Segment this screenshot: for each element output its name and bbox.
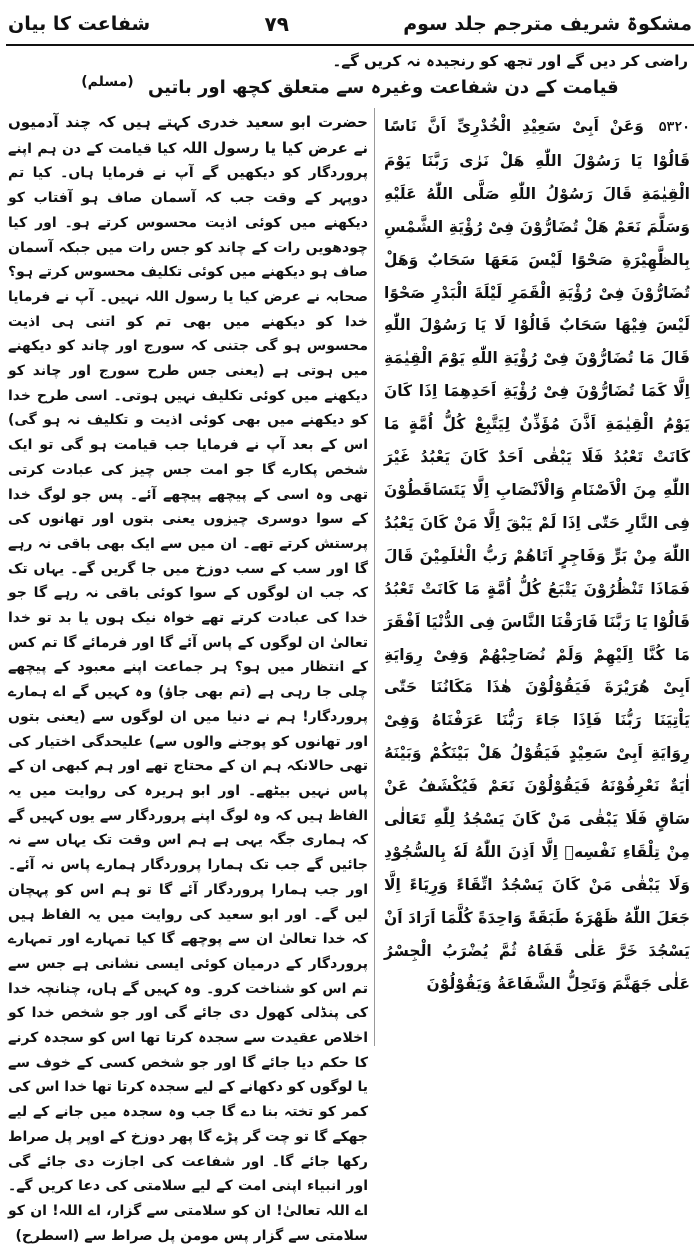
section-title-text: قیامت کے دن شفاعت وغیرہ سے متعلق کچھ اور باتیں <box>147 77 619 98</box>
section-source: (مسلم) <box>81 74 134 90</box>
chapter-title: شفاعت کا بیان <box>8 13 151 35</box>
page-number: ۷۹ <box>264 12 289 36</box>
column-divider <box>374 108 375 1046</box>
section-heading <box>0 74 700 104</box>
urdu-translation-column <box>8 110 368 1244</box>
arabic-hadith-text: وَعَنْ اَبِىْ سَعِيْدِ الْخُدْرِىِّ اَنَّ نَاسًا قَالُوْا يَا رَسُوْلَ اللّٰهِ هَلْ نَرٰى رَبَّنَا يَوْمَ الْقِيٰمَةِ قَالَ رَسُوْلُ اللّٰهِ صَلَّى اللّٰهُ عَلَيْهِ وَسَلَّمَ نَعَمْ هَلْ تُضَارُّوْنَ فِىْ رُؤْيَةِ الشَّمْسِ بِالظَّهِيْرَةِ صَحْوًا لَيْسَ مَعَهَا سَحَابٌ وَهَلْ تُضَارُّوْنَ فِىْ رُؤْيَةِ الْقَمَرِ لَيْلَةَ الْبَدْرِ صَحْوًا لَيْسَ فِيْهَا سَحَابٌ قَالُوْا لَا يَا رَسُوْلَ اللّٰهِ قَالَ مَا تُضَارُّوْنَ فِىْ رُؤْيَةِ اللّٰهِ يَوْمَ الْقِيٰمَةِ اِلَّا كَمَا تُضَارُّوْنَ فِىْ رُؤْيَةِ اَحَدِهِمَا اِذَا كَانَ يَوْمُ الْقِيٰمَةِ اَذَّنَ مُؤَذِّنٌ لِيَتَّبِعْ كُلُّ اُمَّةٍ مَا كَانَتْ تَعْبُدُ فَلَا يَبْقٰى اَحَدٌ كَانَ يَعْبُدُ غَيْرَ اللّٰهِ مِنَ الْاَصْنَامِ وَالْاَنْصَابِ اِلَّا يَتَسَاقَطُوْنَ فِى النَّارِ حَتّٰى اِذَا لَمْ يَبْقَ اِلَّا مَنْ كَانَ يَعْبُدُ اللّٰهَ مِنْ بَرٍّ وَفَاجِرٍ اَتَاهُمْ رَبُّ الْعٰلَمِيْنَ قَالَ فَمَاذَا تَنْظُرُوْنَ يَتْبَعُ كُلُّ اُمَّةٍ مَا كَانَتْ تَعْبُدُ قَالُوْا يَا رَبَّنَا فَارَقْنَا النَّاسَ فِى الدُّنْيَا اَفْقَرَ مَا كُنَّا اِلَيْهِمْ وَلَمْ نُصَاحِبْهُمْ وَفِىْ رِوَايَةِ اَبِىْ هُرَيْرَةَ فَيَقُوْلُوْنَ هٰذَا مَكَانُنَا حَتّٰى يَاْتِيَنَا رَبُّنَا فَاِذَا جَاءَ رَبُّنَا عَرَفْنَاهُ وَفِىْ رِوَايَةِ اَبِىْ سَعِيْدٍ فَيَقُوْلُ هَلْ بَيْنَكُمْ وَبَيْنَهُ اٰيَةٌ نَعْرِفُوْنَهُ فَيَقُوْلُوْنَ نَعَمْ فَيُكْشَفُ عَنْ سَاقٍ فَلَا يَبْقٰى مَنْ كَانَ يَسْجُدُ لِلّٰهِ تَعَالٰى مِنْ تِلْقَاءِ نَفْسِهٖ اِلَّا اَذِنَ اللّٰهُ لَهٗ بِالسُّجُوْدِ وَلَا يَبْقٰى مَنْ كَانَ يَسْجُدُ اتِّقَاءً وَرِيَاءً اِلَّا جَعَلَ اللّٰهُ ظَهْرَهٗ طَبَقَةً وَاحِدَةً كُلَّمَا اَرَادَ اَنْ يَسْجُدَ خَرَّ عَلٰى قَفَاهُ ثُمَّ يُضْرَبُ الْجِسْرُ عَلٰى جَهَنَّمَ وَتَحِلُّ الشَّفَاعَةُ وَيَقُوْلُوْنَ <box>384 117 690 993</box>
arabic-hadith-column <box>384 110 690 1046</box>
header-divider <box>6 44 694 46</box>
page-header <box>8 4 692 44</box>
urdu-translation-text: کیا قیامت کے دن ہم اپنے پروردگار کو دیکھیں گے آپ نے فرمایا ہاں۔ کیا تم دوپہر کے وقت جب کہ آسمان صاف ہو آفتاب کو دیکھنے میں کوئی اذیت محسوس کرتے ہو۔ اور کیا چودھویں رات کے چاند کو جس رات میں جبکہ آسمان صاف ہو دیکھنے میں کوئی تکلیف محسوس کرتے ہو؟ صحابہ نے عرض کیا یا رسول اللہ نہیں۔ آپ نے فرمایا خدا کو دیکھنے میں بھی تم کو اتنی ہی اذیت محسوس ہو گی جتنی کہ سورج اور چاند کو دیکھنے میں ہوتی ہے (یعنی جس طرح سورج اور چاند کو دیکھنے میں کوئی تکلیف نہیں ہوتی۔ اسی طرح خدا کو دیکھنے میں بھی کوئی اذیت و تکلیف نہ ہو گی) اس کے بعد آپ نے فرمایا جب قیامت ہو گی تو ایک شخص پکارے گا جو امت جس چیز کی عبادت کرتی تھی وہ اسی کے پیچھے پیچھے آئے۔ پس جو لوگ خدا کے سوا دوسری چیزوں یعنی بتوں اور تھانوں کی پرستش کرتے تھے۔ ان میں سے ایک بھی باقی نہ رہے گا اور سب کے سب دوزخ میں جا گریں گے۔ یہاں تک کہ جب ان لوگوں کے سوا کوئی باقی نہ رہے گا جو خدا کی عبادت کرتے تھے خواہ نیک ہوں یا بد تو خدا تعالیٰ ان لوگوں کے پاس آئے گا اور فرمائے گا تم کس کے انتظار میں ہو؟ ہر جماعت اپنے معبود کے پیچھے چلی جا رہی ہے (تم بھی جاؤ) وہ کہیں گے اے ہمارے پروردگار! ہم نے دنیا میں ان لوگوں سے (یعنی بتوں اور تھانوں کو پوجنے والوں سے) علیحدگی اختیار کی تھی حالانکہ ہم ان کے محتاج تھے اور ہم کبھی ان کے پاس نہیں بیٹھے۔ اور ابو ہریرہ کی روایت میں یہ الفاظ ہیں کہ وہ لوگ اپنے پروردگار سے یوں کہیں گے کہ ہماری جگہ یہی ہے ہم اس وقت تک یہاں سے نہ جائیں گے جب تک ہمارا پروردگار ہمارے پاس نہ آئے۔ اور جب ہمارا پروردگار آئے گا تو ہم اس کو پہچان لیں گے۔ اور ابو سعید کی روایت میں یہ الفاظ ہیں کہ خدا تعالیٰ ان سے پوچھے گا کیا تمہارے اور تمہارے پروردگار کے درمیان کوئی ایسی نشانی ہے جس سے تم اس کو شناخت کرو۔ وہ کہیں گے ہاں، چنانچہ خدا کی پنڈلی کھول دی جائے گی اور جو شخص خدا کو اخلاص عقیدت سے سجدہ کرتا تھا اس کو سجدہ کرنے کا حکم دیا جائے گا اور جو شخص کسی کے خوف سے یا لوگوں کو دکھانے کے لیے سجدہ کرتا تھا خدا اس کی کمر کو تختہ بنا دے گا جب وہ سجدہ میں جانے کے لیے جھکے گا تو چت گر پڑے گا پھر دوزخ کے اوپر پل صراط رکھا جائے گا۔ اور شفاعت کی اجازت دی جائے گی اور انبیاء اپنی امت کے لیے سلامتی کی دعا کریں گے۔ اے اللہ تعالیٰ! ان کو سلامتی سے گزار، اے اللہ! ان کو سلامتی سے گزار پس مومن پل صراط سے (اسطرح) <box>8 140 368 1244</box>
hadith-number: ۵۳۲۰ <box>658 120 691 135</box>
book-title: مشکوۃ شریف مترجم جلد سوم <box>403 13 692 35</box>
continuation-line: راضی کر دیں گے اور تجھ کو رنجیدہ نہ کریں گے۔ <box>332 52 688 70</box>
urdu-translation-lead: حضرت ابو سعید خدری کہتے ہیں کہ چند آدمیوں نے عرض کیا یا رسول اللہ <box>8 113 368 157</box>
